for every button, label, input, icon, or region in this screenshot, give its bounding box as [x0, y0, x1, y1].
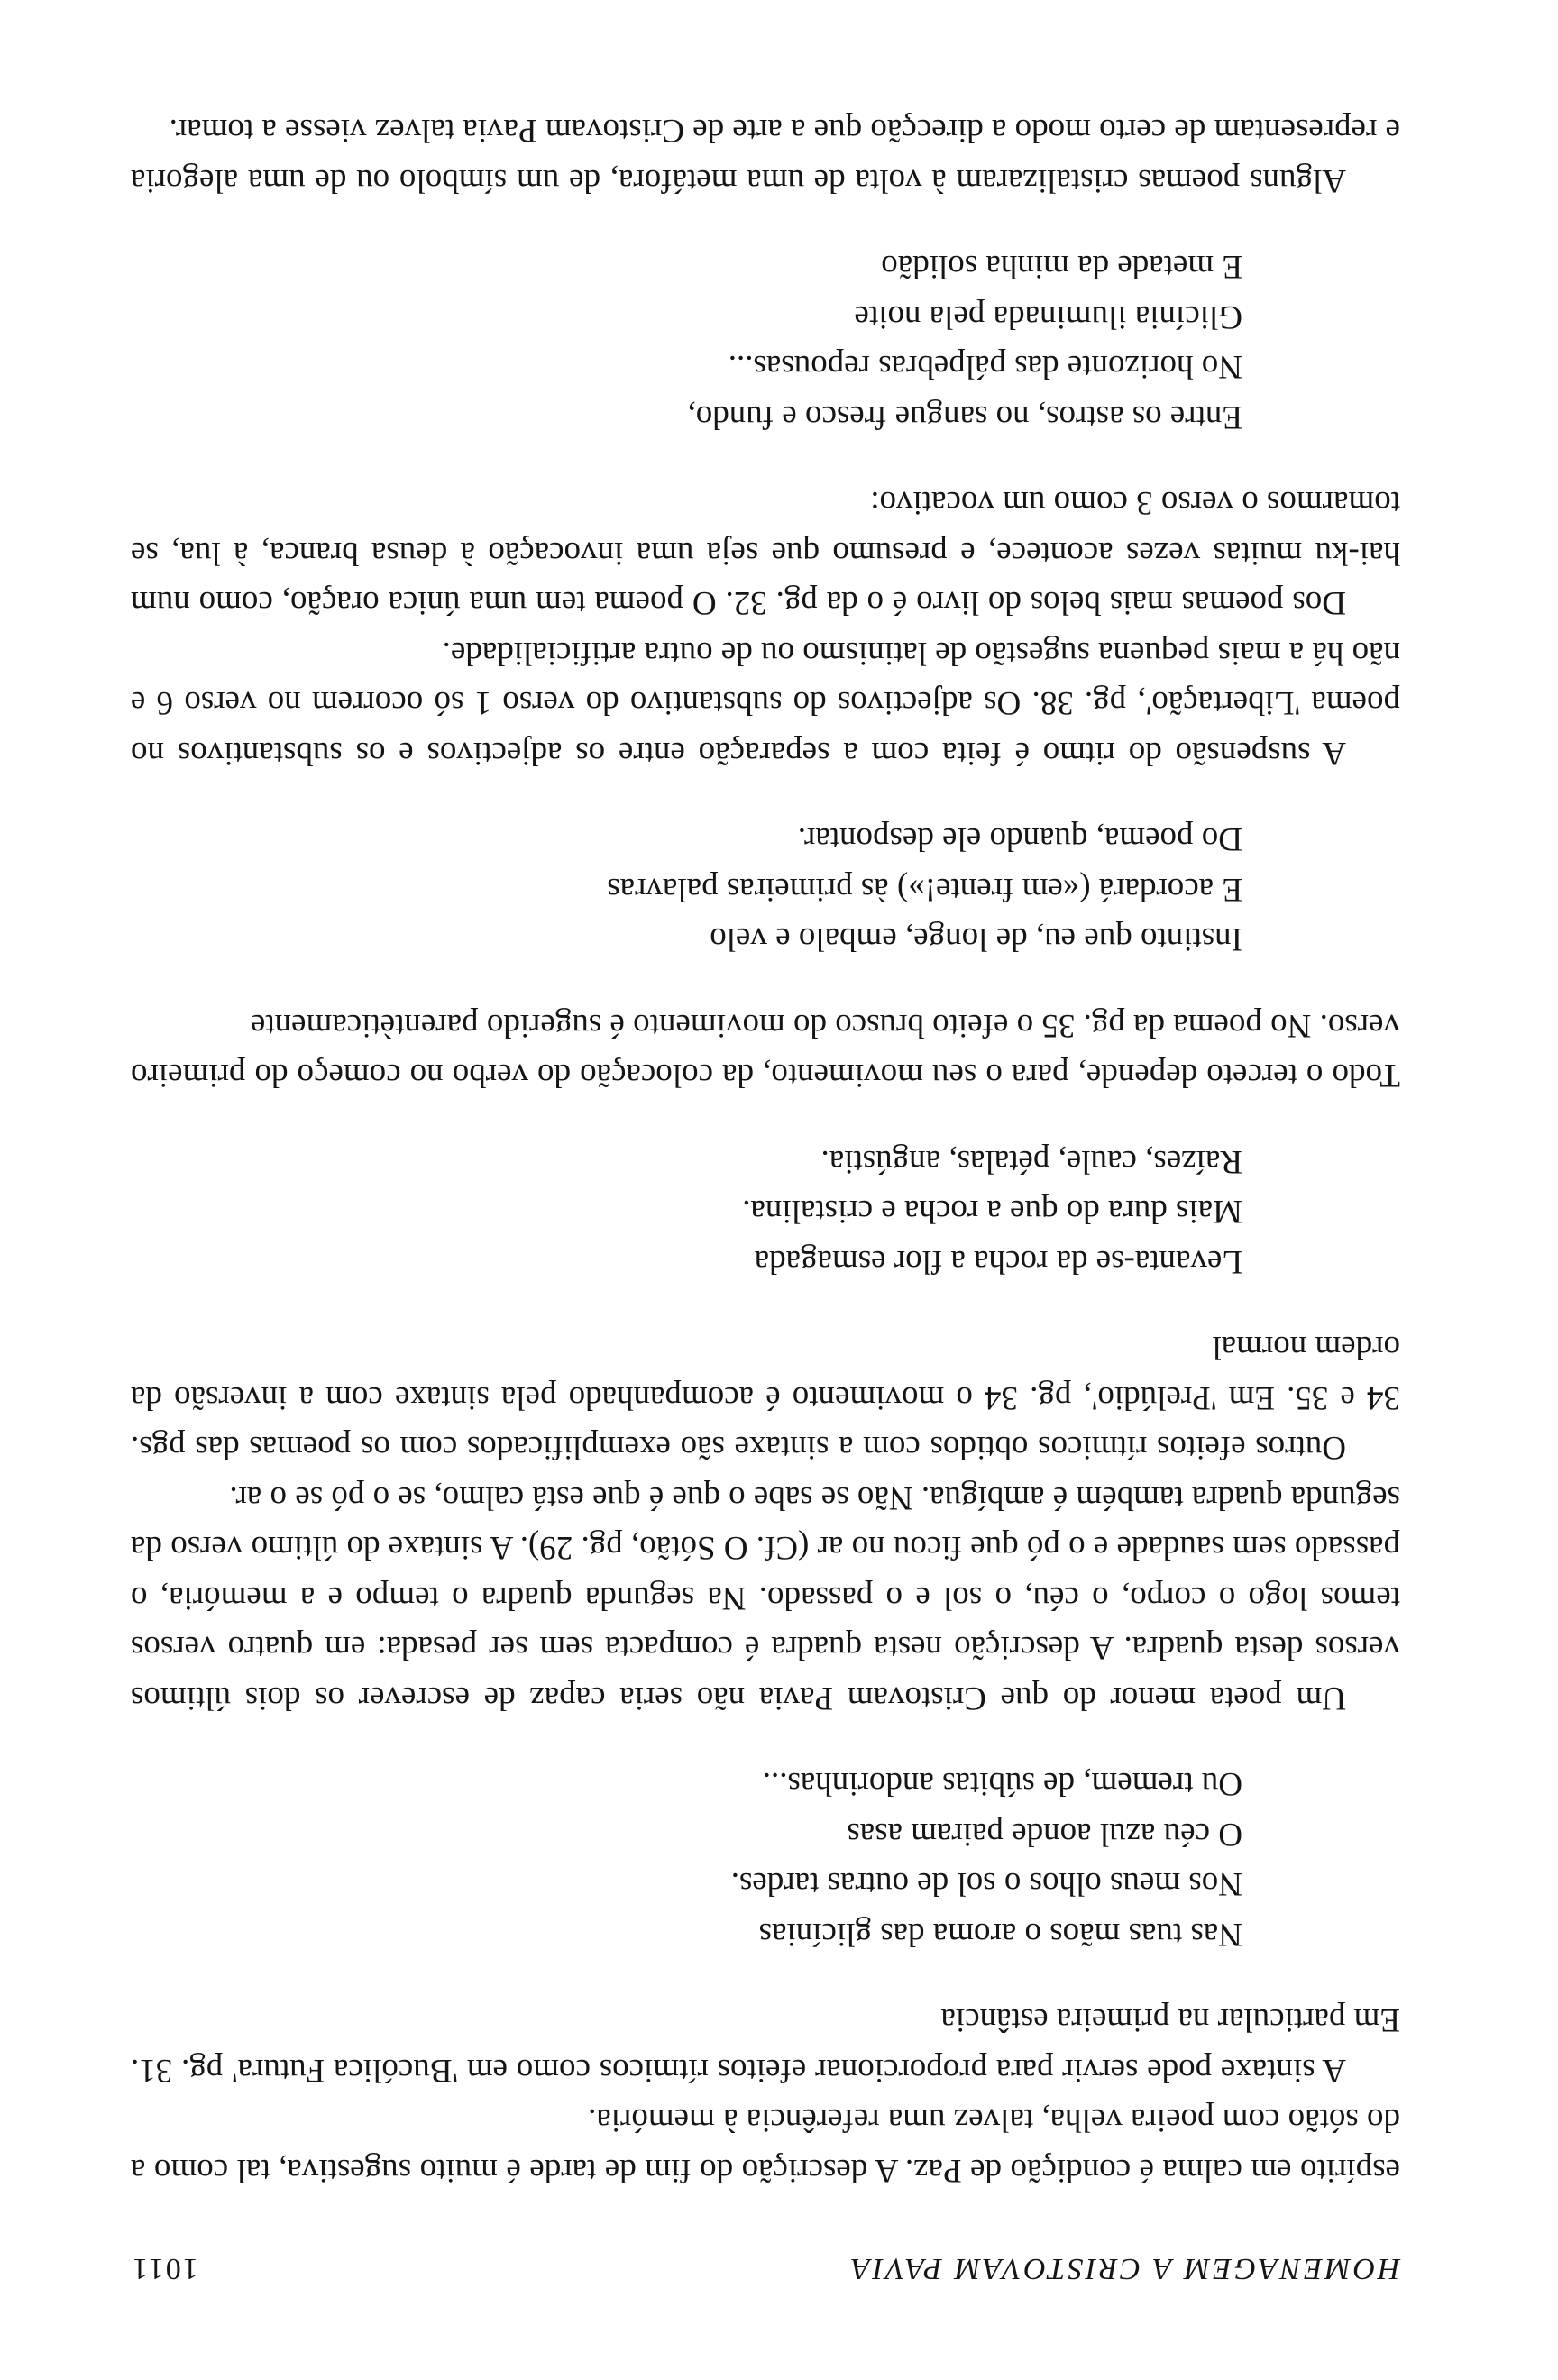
page-number: 1011: [131, 2252, 198, 2285]
paragraph-2: A sintaxe pode servir para proporcionar efeitos rítmicos como em 'Bucólica Futura' pg. 31. Em particular na primeira estância: [131, 2001, 1400, 2089]
verse-line: O céu azul aonde pairam asas: [847, 1816, 1242, 1853]
paragraph-7: Dos poemas mais belos do livro é o da pg. 32. O poema tem uma única oração, como num hai-ku muitas vezes acontece, e presumo que seja uma invocação à deusa branca, à lua, se tomarmos o verso 3 como um vocativo:: [131, 484, 1400, 622]
quote-poem-pg35: [131, 814, 1400, 965]
verse-line: Do poema, quando ele despontar.: [797, 820, 1242, 858]
paragraph-6: A suspensão do ritmo é feita com a separação entre os adjectivos e os substantivos no poema 'Libertação', pg. 38. Os adjectivos do substantivo do verso 1 só ocorrem no verso 6 e não há a mais pequena sugestão de latinismo ou de outra artificialidade.: [131, 635, 1400, 772]
page-header: [131, 2231, 1400, 2285]
running-head: HOMENAGEM A CRISTOVAM PAVIA: [848, 2252, 1400, 2285]
quote-poem-pg32: [131, 242, 1400, 442]
body-text: [131, 105, 1400, 2195]
paragraph-3: Um poeta menor do que Cristovam Pavia não seria capaz de escrever os dois últimos versos desta quadra. A descrição nesta quadra é compacta sem ser pesada: em quatro versos temos logo o corpo, o céu, o sol e o passado. Na segunda quadra o tempo e a memória, o passado sem saudade e o pó que ficou no ar (Cf. O Sótão, pg. 29). A sintaxe do último verso da segunda quadra também é ambígua. Não se sabe o que é que está calmo, se o pó se o ar.: [131, 1479, 1400, 1716]
quote-bucolica-futura: [131, 1759, 1400, 1959]
verse-line: Raízes, caule, pétalas, angústia.: [820, 1143, 1242, 1180]
verse-line: Nos meus olhos o sol de outras tardes.: [730, 1865, 1242, 1903]
verse-line: Ou tremem, de súbitas andorinhas...: [762, 1765, 1242, 1803]
verse-line: No horizonte das pálpebras repousas...: [728, 348, 1242, 386]
page-content: [131, 105, 1400, 2285]
verse-line: Instinto que eu, de longe, embalo e velo: [710, 920, 1242, 958]
paragraph-1: espírito em calma é condição de Paz. A descrição do fim de tarde é muito sugestiva, tal como a do sótão com poeira velha, talvez uma referência à memória.: [131, 2101, 1400, 2189]
verse-line: Mais dura do que a rocha e cristalina.: [742, 1193, 1242, 1231]
verse-line: Levanta-se da rocha a flor esmagada: [754, 1243, 1242, 1280]
paragraph-8: Alguns poemas cristalizaram à volta de uma metáfora, de um símbolo ou de uma alegoria e representam de certo modo a direcção que a arte de Cristovam Pavia talvez viesse a tomar.: [131, 112, 1400, 199]
paragraph-5: Todo o terceto depende, para o seu movimento, da colocação do verbo no começo do primeiro verso. No poema da pg. 35 o efeito brusco do movimento é sugerido parentèticamente: [131, 1007, 1400, 1094]
verse-line: Entre os astros, no sangue fresco e fundo,: [687, 398, 1242, 435]
verse-line: E acordará («em frente!») às primeiras palavras: [607, 871, 1242, 908]
verse-line: Nas tuas mãos o aroma das glicínias: [758, 1916, 1242, 1953]
quote-preludio: [131, 1137, 1400, 1287]
verse-line: E metade da minha solidão: [881, 248, 1242, 286]
paragraph-4: Outros efeitos rítmicos obtidos com a sintaxe são exemplificados com os poemas das pgs. 34 e 35. Em 'Prelúdio', pg. 34 o movimento é acompanhado pela sintaxe com a inversão da ordem normal: [131, 1329, 1400, 1467]
verse-line: Glicínia iluminada pela noite: [854, 298, 1242, 335]
